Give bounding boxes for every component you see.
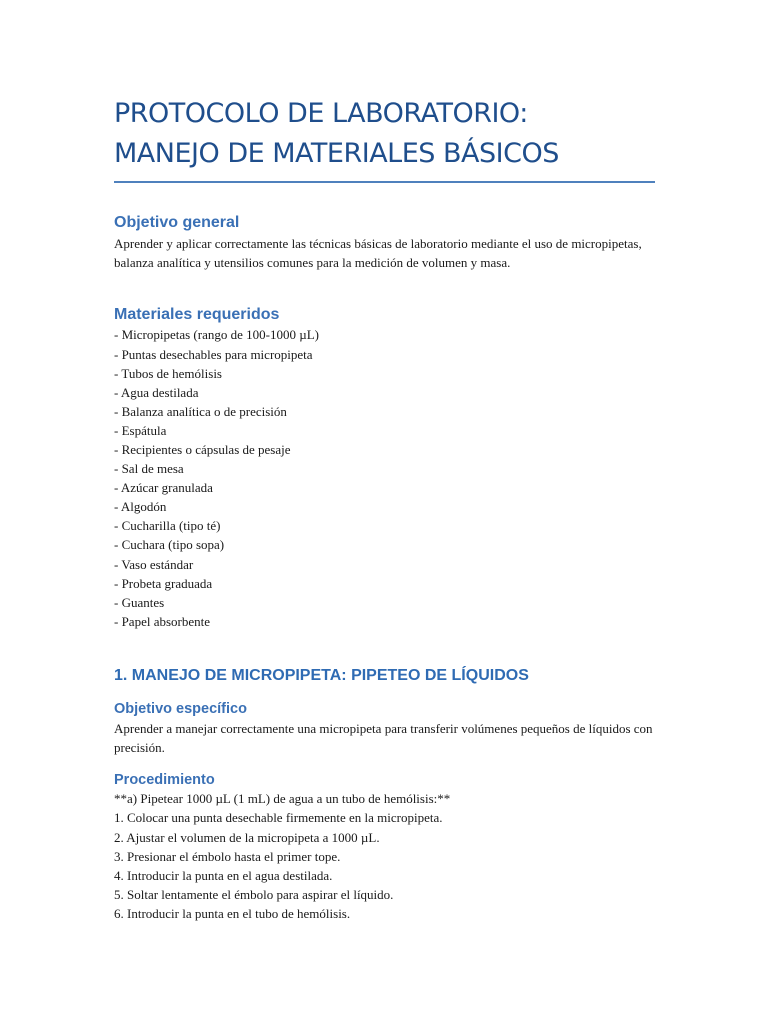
- title-divider: [114, 181, 655, 183]
- objetivo-especifico-heading: Objetivo específico: [114, 700, 247, 717]
- procedure-step: 5. Soltar lentamente el émbolo para aspirar el líquido.: [114, 886, 394, 902]
- material-item: - Balanza analítica o de precisión: [114, 403, 287, 419]
- title-line-2: MANEJO DE MATERIALES BÁSICOS: [114, 138, 559, 169]
- material-item: - Cuchara (tipo sopa): [114, 537, 225, 553]
- material-item: - Papel absorbente: [114, 613, 211, 629]
- procedimiento-steps: [114, 789, 655, 923]
- document-content: [114, 94, 655, 923]
- material-item: - Vaso estándar: [114, 556, 194, 572]
- material-item: - Azúcar granulada: [114, 480, 213, 496]
- material-item: - Agua destilada: [114, 384, 199, 400]
- objetivo-general-text: Aprender y aplicar correctamente las técnicas básicas de laboratorio mediante el uso de micropipetas, balanza analítica y utensilios comunes para la medición de volumen y masa.: [114, 236, 642, 271]
- material-item: - Probeta graduada: [114, 575, 213, 591]
- objetivo-general-heading: Objetivo general: [114, 214, 240, 231]
- procedure-step: 6. Introducir la punta en el tubo de hemólisis.: [114, 905, 351, 921]
- material-item: - Recipientes o cápsulas de pesaje: [114, 441, 291, 457]
- procedure-step: 4. Introducir la punta en el agua destilada.: [114, 867, 333, 883]
- objetivo-especifico-text: Aprender a manejar correctamente una micropipeta para transferir volúmenes pequeños de líquidos con precisión.: [114, 720, 653, 756]
- materiales-list: [114, 325, 655, 631]
- materiales-heading: Materiales requeridos: [114, 306, 280, 324]
- procedure-step: 1. Colocar una punta desechable firmemente en la micropipeta.: [114, 810, 443, 826]
- section-1-heading: 1. MANEJO DE MICROPIPETA: PIPETEO DE LÍQUIDOS: [114, 666, 529, 684]
- document-title: [114, 94, 655, 174]
- material-item: - Sal de mesa: [114, 461, 184, 477]
- material-item: - Algodón: [114, 499, 167, 515]
- material-item: - Guantes: [114, 594, 165, 610]
- material-item: - Micropipetas (rango de 100-1000 µL): [114, 327, 319, 343]
- procedure-subheading: **a) Pipetear 1000 µL (1 mL) de agua a un tubo de hemólisis:**: [114, 791, 451, 807]
- material-item: - Puntas desechables para micropipeta: [114, 346, 313, 362]
- material-item: - Tubos de hemólisis: [114, 365, 222, 381]
- title-line-1: PROTOCOLO DE LABORATORIO:: [114, 98, 528, 129]
- procedure-step: 2. Ajustar el volumen de la micropipeta a 1000 µL.: [114, 829, 380, 845]
- material-item: - Cucharilla (tipo té): [114, 518, 221, 534]
- material-item: - Espátula: [114, 422, 167, 438]
- procedimiento-heading: Procedimiento: [114, 772, 215, 789]
- procedure-step: 3. Presionar el émbolo hasta el primer tope.: [114, 848, 341, 864]
